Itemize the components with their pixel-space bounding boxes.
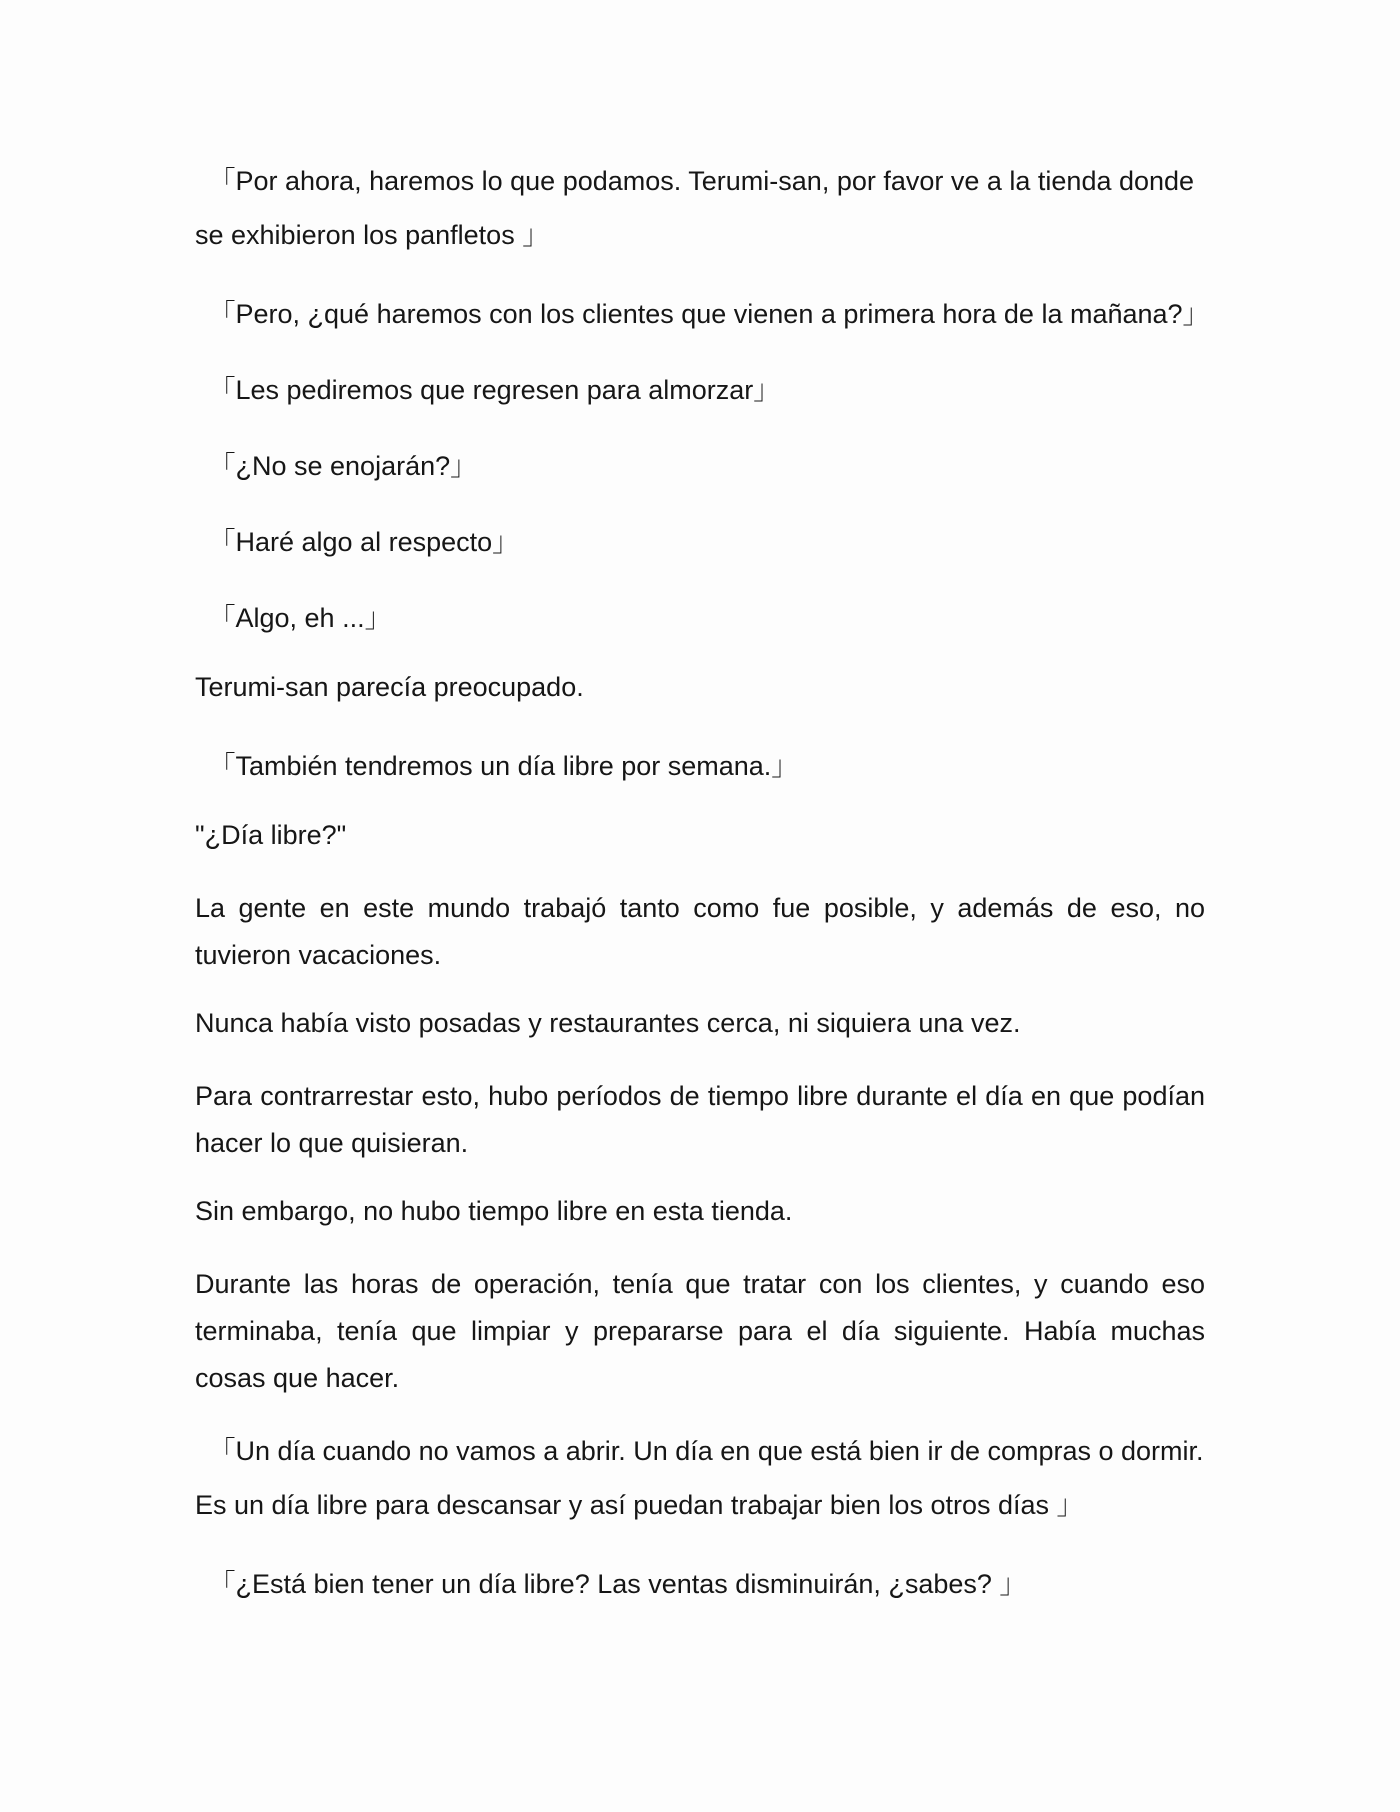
paragraph-5-line-1: 「Haré algo al respecto」 (195, 527, 520, 557)
paragraph-15-line-1: 「Un día cuando no vamos a abrir. Un día en que está bien ir de compras o dormir. (195, 1436, 1204, 1466)
paragraph-1-line-2: se exhibieron los panfletos 」 (195, 220, 550, 250)
paragraph-3-line-1: 「Les pediremos que regresen para almorzar」 (195, 375, 781, 405)
paragraph-2-line-1: 「Pero, ¿qué haremos con los clientes que vienen a primera hora de la mañana?」 (195, 299, 1210, 329)
paragraph-5 (195, 520, 1205, 559)
paragraph-12: Para contrarrestar esto, hubo períodos de tiempo libre durante el día en que podían hacer lo que quisieran. (195, 1081, 1205, 1158)
paragraph-11 (195, 1008, 1205, 1039)
paragraph-8-line-1: 「También tendremos un día libre por semana.」 (195, 751, 799, 781)
paragraph-4 (195, 444, 1205, 483)
paragraph-11-line-1: Nunca había visto posadas y restaurantes cerca, ni siquiera una vez. (195, 1008, 1021, 1038)
paragraph-1-line-1: 「Por ahora, haremos lo que podamos. Terumi-san, por favor ve a la tienda donde (195, 166, 1195, 196)
paragraph-7-line-1: Terumi-san parecía preocupado. (195, 672, 584, 702)
paragraph-4-line-1: 「¿No se enojarán?」 (195, 451, 478, 481)
paragraph-6-line-1: 「Algo, eh ...」 (195, 603, 392, 633)
paragraph-1 (195, 154, 1205, 262)
paragraph-3 (195, 368, 1205, 407)
paragraph-6 (195, 596, 1205, 635)
paragraph-2 (195, 292, 1210, 331)
paragraph-7 (195, 672, 1205, 703)
paragraph-9-line-1: "¿Día libre?" (195, 820, 347, 850)
paragraph-14: Durante las horas de operación, tenía que tratar con los clientes, y cuando eso terminaba, tenía que limpiar y prepararse para el día siguiente. Había muchas cosas que hacer. (195, 1269, 1205, 1393)
paragraph-15-line-2: Es un día libre para descansar y así puedan trabajar bien los otros días 」 (195, 1490, 1084, 1520)
paragraph-13-line-1: Sin embargo, no hubo tiempo libre en esta tienda. (195, 1196, 793, 1226)
paragraph-13 (195, 1196, 1205, 1227)
paragraph-16-line-1: 「¿Está bien tener un día libre? Las ventas disminuirán, ¿sabes? 」 (195, 1569, 1027, 1599)
paragraph-9 (195, 820, 1205, 851)
paragraph-10: La gente en este mundo trabajó tanto como fue posible, y además de eso, no tuvieron vacaciones. (195, 893, 1205, 970)
paragraph-8 (195, 744, 1205, 783)
paragraph-16 (195, 1562, 1205, 1601)
paragraph-15 (195, 1424, 1205, 1532)
